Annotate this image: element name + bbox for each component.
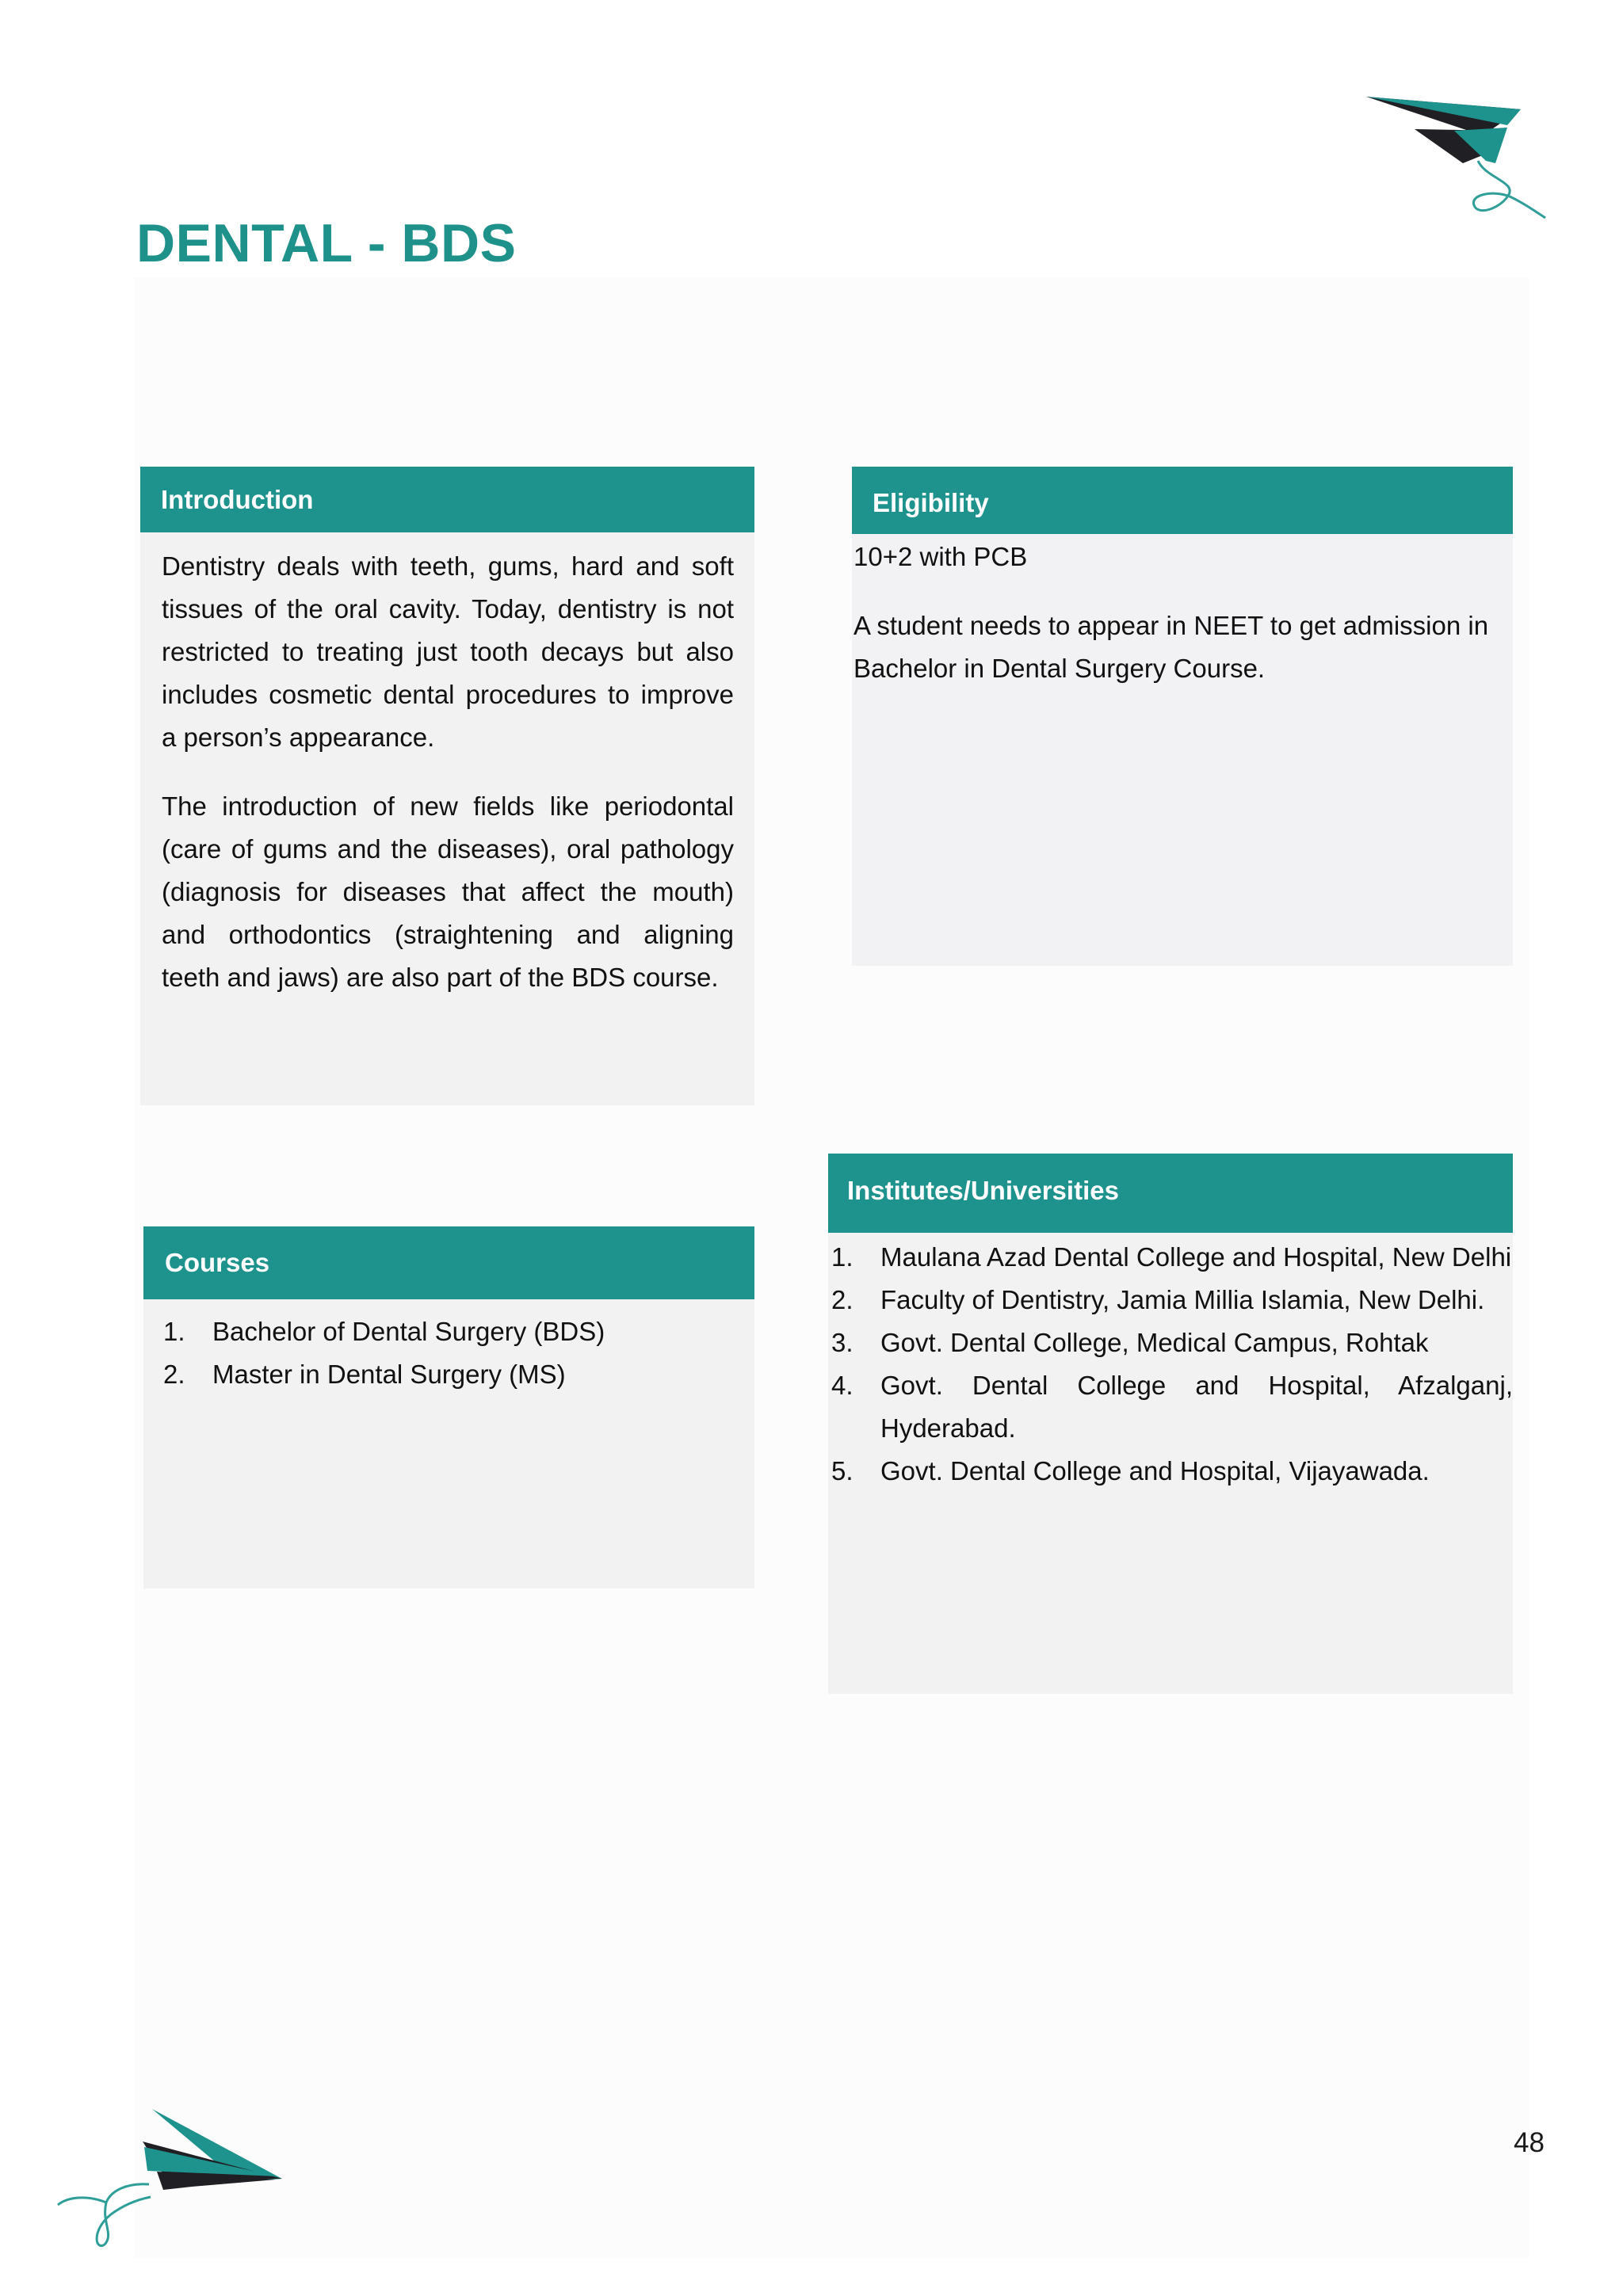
eligibility-header: Eligibility	[852, 467, 1513, 534]
course-name: Bachelor of Dental Surgery (BDS)	[212, 1317, 605, 1346]
institute-name: Govt. Dental College and Hospital, Vijayawada.	[880, 1456, 1430, 1486]
courses-list	[162, 1310, 716, 1396]
eligibility-paragraph: 10+2 with PCB	[854, 542, 1028, 571]
list-item	[830, 1364, 1513, 1450]
list-number: 5.	[831, 1456, 854, 1486]
list-item	[830, 1236, 1513, 1279]
list-item	[830, 1450, 1513, 1493]
list-number: 1.	[163, 1317, 185, 1346]
list-number: 2.	[163, 1360, 185, 1389]
list-number: 2.	[831, 1285, 854, 1314]
courses-card	[143, 1226, 754, 1589]
institute-name: Govt. Dental College and Hospital, Afzalganj, Hyderabad.	[880, 1371, 1513, 1443]
page-title: DENTAL - BDS	[136, 213, 517, 273]
paper-plane-icon	[1359, 91, 1549, 234]
list-number: 1.	[831, 1242, 854, 1272]
list-number: 3.	[831, 1328, 854, 1357]
introduction-paragraph: The introduction of new fields like periodontal (care of gums and the diseases), oral pathology (diagnosis for diseases that affect the mouth) and orthodontics (straightening and aligning teeth and jaws) are also part of the BDS course.	[162, 791, 734, 992]
list-item	[162, 1310, 716, 1353]
list-item	[162, 1353, 716, 1396]
institute-name: Govt. Dental College, Medical Campus, Rohtak	[880, 1328, 1429, 1357]
courses-body	[162, 1310, 716, 1396]
paper-plane-icon	[55, 2103, 293, 2254]
institute-name: Faculty of Dentistry, Jamia Millia Islamia, New Delhi.	[880, 1285, 1485, 1314]
introduction-paragraph: Dentistry deals with teeth, gums, hard and soft tissues of the oral cavity. Today, dentistry is not restricted to treating just tooth decays but also includes cosmetic dental procedures to improve a person’s appearance.	[162, 551, 734, 752]
introduction-header: Introduction	[140, 467, 754, 532]
institutes-body	[830, 1236, 1513, 1493]
eligibility-paragraph: A student needs to appear in NEET to get admission in Bachelor in Dental Surgery Course.	[854, 611, 1489, 683]
page-number: 48	[1514, 2127, 1545, 2158]
list-number: 4.	[831, 1371, 854, 1400]
institute-name: Maulana Azad Dental College and Hospital, New Delhi	[880, 1242, 1512, 1272]
list-item	[830, 1322, 1513, 1364]
eligibility-card	[852, 467, 1513, 966]
introduction-body	[162, 545, 734, 1025]
courses-header: Courses	[143, 1226, 754, 1299]
institutes-list	[830, 1236, 1513, 1493]
institutes-card	[828, 1154, 1513, 1694]
eligibility-body	[854, 536, 1513, 716]
institutes-header: Institutes/Universities	[828, 1154, 1513, 1233]
introduction-card	[140, 467, 754, 1105]
course-name: Master in Dental Surgery (MS)	[212, 1360, 566, 1389]
list-item	[830, 1279, 1513, 1322]
